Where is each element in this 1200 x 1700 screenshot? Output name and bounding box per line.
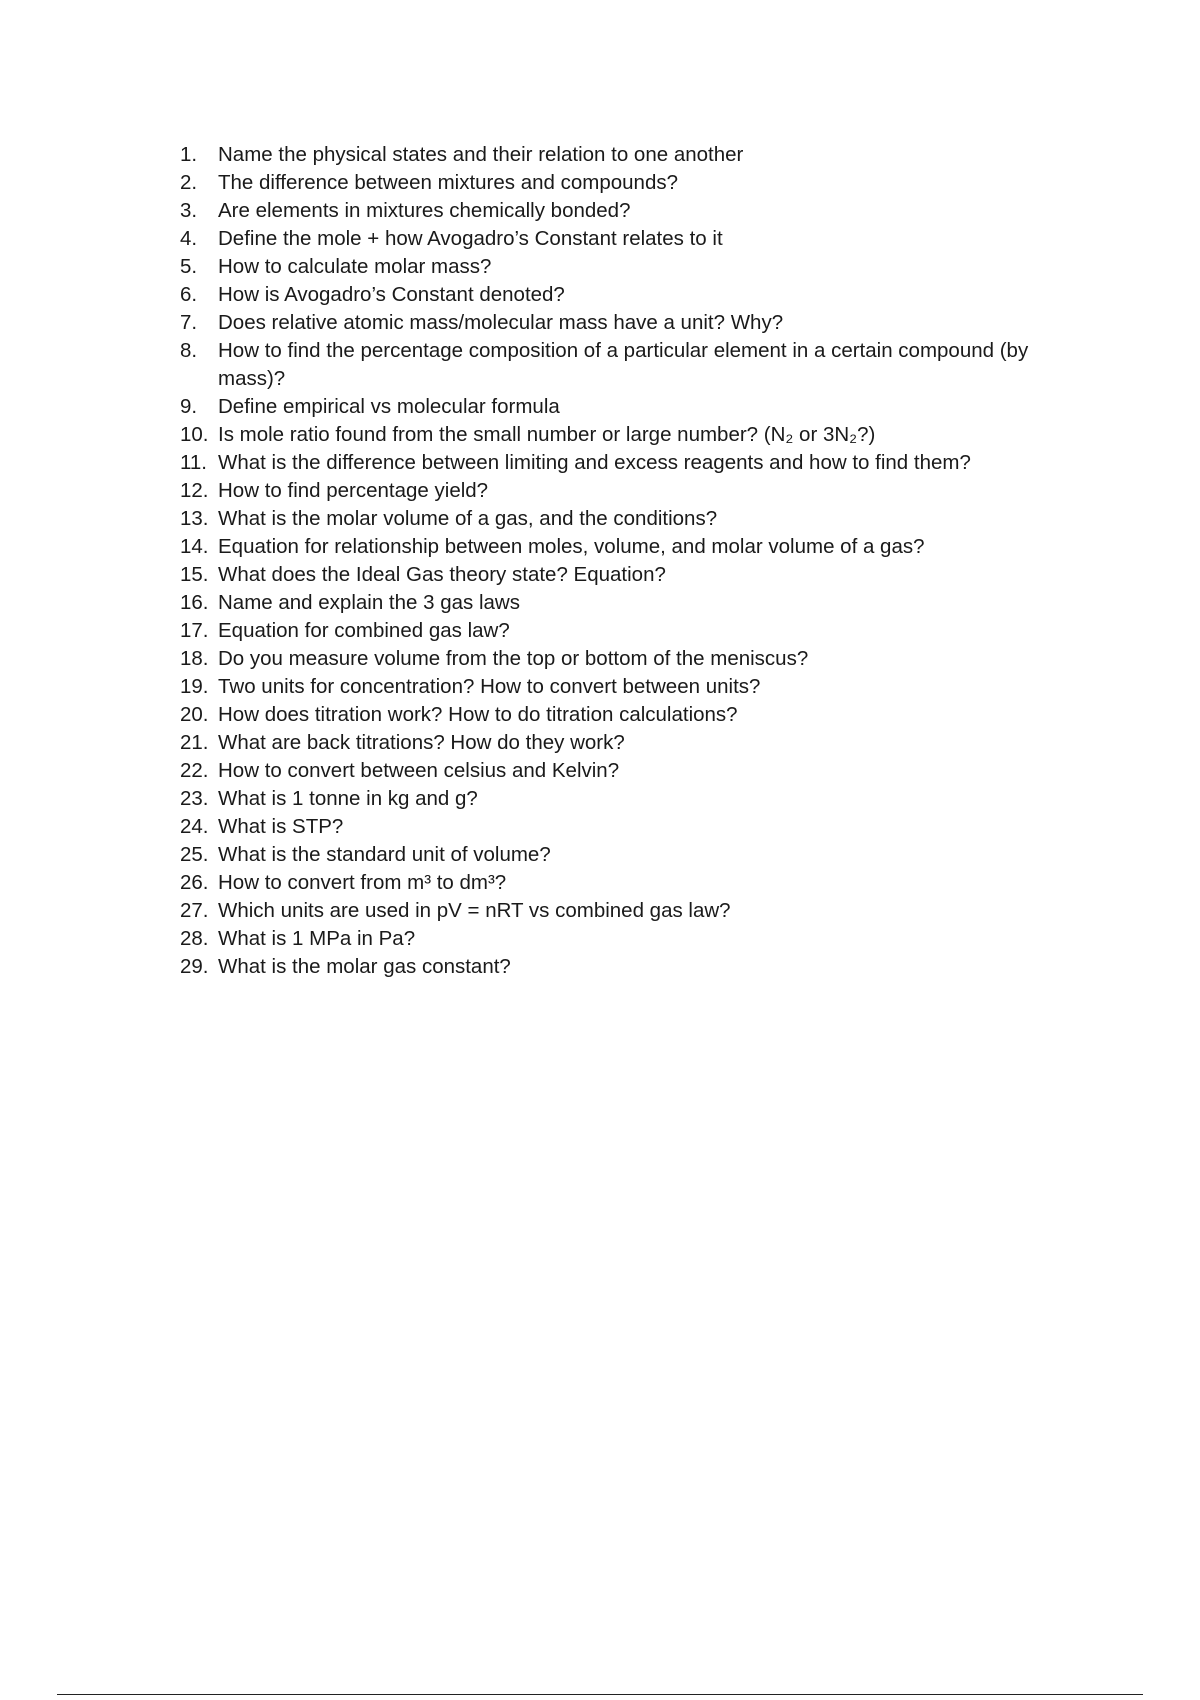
- question-number: 6.: [180, 283, 198, 306]
- question-text: What is the molar volume of a gas, and the conditions?: [218, 507, 718, 530]
- question-number: 11.: [180, 451, 207, 474]
- question-number: 19.: [180, 675, 209, 698]
- question-number: 5.: [180, 255, 198, 278]
- question-item: [180, 561, 1080, 589]
- question-number: 17.: [180, 619, 209, 642]
- question-item: [180, 337, 1080, 393]
- question-list: [180, 141, 1080, 981]
- question-item: [180, 813, 1080, 841]
- question-text: Two units for concentration? How to convert between units?: [218, 675, 761, 698]
- question-text: Define empirical vs molecular formula: [218, 395, 560, 418]
- question-text: What is the molar gas constant?: [218, 955, 511, 978]
- question-text: Name and explain the 3 gas laws: [218, 591, 520, 614]
- question-item: [180, 953, 1080, 981]
- question-item: [180, 225, 1080, 253]
- question-number: 25.: [180, 843, 209, 866]
- question-item: [180, 421, 1080, 449]
- question-item: [180, 533, 1080, 561]
- question-text: Does relative atomic mass/molecular mass have a unit? Why?: [218, 311, 784, 334]
- question-text: What are back titrations? How do they work?: [218, 731, 625, 754]
- question-item: [180, 393, 1080, 421]
- question-number: 22.: [180, 759, 209, 782]
- question-number: 28.: [180, 927, 209, 950]
- question-number: 29.: [180, 955, 209, 978]
- question-number: 23.: [180, 787, 209, 810]
- question-text: Is mole ratio found from the small number or large number? (N₂ or 3N₂?): [218, 423, 876, 446]
- question-item: [180, 701, 1080, 729]
- question-item: [180, 169, 1080, 197]
- question-item: [180, 589, 1080, 617]
- question-text: What is 1 tonne in kg and g?: [218, 787, 478, 810]
- question-number: 3.: [180, 199, 198, 222]
- question-text: How to find percentage yield?: [218, 479, 489, 502]
- question-item: [180, 785, 1080, 813]
- question-item: [180, 897, 1080, 925]
- question-item: [180, 197, 1080, 225]
- question-text: Equation for combined gas law?: [218, 619, 510, 642]
- question-text: What does the Ideal Gas theory state? Equation?: [218, 563, 666, 586]
- question-item: [180, 449, 1080, 477]
- question-number: 12.: [180, 479, 209, 502]
- question-number: 10.: [180, 423, 209, 446]
- question-item: [180, 673, 1080, 701]
- question-text: Equation for relationship between moles, volume, and molar volume of a gas?: [218, 535, 925, 558]
- question-number: 13.: [180, 507, 209, 530]
- question-text: How to convert from m³ to dm³?: [218, 871, 507, 894]
- question-number: 18.: [180, 647, 209, 670]
- question-number: 21.: [180, 731, 209, 754]
- question-number: 15.: [180, 563, 209, 586]
- question-text: Name the physical states and their relation to one another: [218, 143, 744, 166]
- question-text: What is the standard unit of volume?: [218, 843, 551, 866]
- question-number: 14.: [180, 535, 209, 558]
- question-item: [180, 253, 1080, 281]
- question-number: 16.: [180, 591, 209, 614]
- question-text: What is 1 MPa in Pa?: [218, 927, 416, 950]
- question-number: 4.: [180, 227, 198, 250]
- question-number: 26.: [180, 871, 209, 894]
- question-item: [180, 141, 1080, 169]
- question-item: [180, 617, 1080, 645]
- question-item: [180, 729, 1080, 757]
- question-item: [180, 757, 1080, 785]
- question-text: How to calculate molar mass?: [218, 255, 492, 278]
- footer-divider: [57, 1694, 1143, 1695]
- question-text: Do you measure volume from the top or bottom of the meniscus?: [218, 647, 809, 670]
- question-item: [180, 281, 1080, 309]
- question-number: 8.: [180, 339, 198, 362]
- question-item: [180, 841, 1080, 869]
- question-text: Which units are used in pV = nRT vs combined gas law?: [218, 899, 731, 922]
- question-number: 1.: [180, 143, 198, 166]
- question-text: How does titration work? How to do titration calculations?: [218, 703, 738, 726]
- question-text: What is STP?: [218, 815, 344, 838]
- question-text: What is the difference between limiting and excess reagents and how to find them?: [218, 451, 971, 474]
- question-text: The difference between mixtures and compounds?: [218, 171, 679, 194]
- question-number: 27.: [180, 899, 209, 922]
- question-item: [180, 505, 1080, 533]
- question-text: How to find the percentage composition of a particular element in a certain compound (by mass)?: [218, 339, 1029, 390]
- question-text: How to convert between celsius and Kelvin?: [218, 759, 620, 782]
- question-item: [180, 645, 1080, 673]
- question-number: 9.: [180, 395, 198, 418]
- question-item: [180, 309, 1080, 337]
- question-number: 20.: [180, 703, 209, 726]
- question-number: 24.: [180, 815, 209, 838]
- question-text: Define the mole + how Avogadro’s Constant relates to it: [218, 227, 723, 250]
- question-text: How is Avogadro’s Constant denoted?: [218, 283, 565, 306]
- question-item: [180, 925, 1080, 953]
- question-number: 2.: [180, 171, 198, 194]
- question-item: [180, 477, 1080, 505]
- question-number: 7.: [180, 311, 198, 334]
- question-text: Are elements in mixtures chemically bonded?: [218, 199, 631, 222]
- question-item: [180, 869, 1080, 897]
